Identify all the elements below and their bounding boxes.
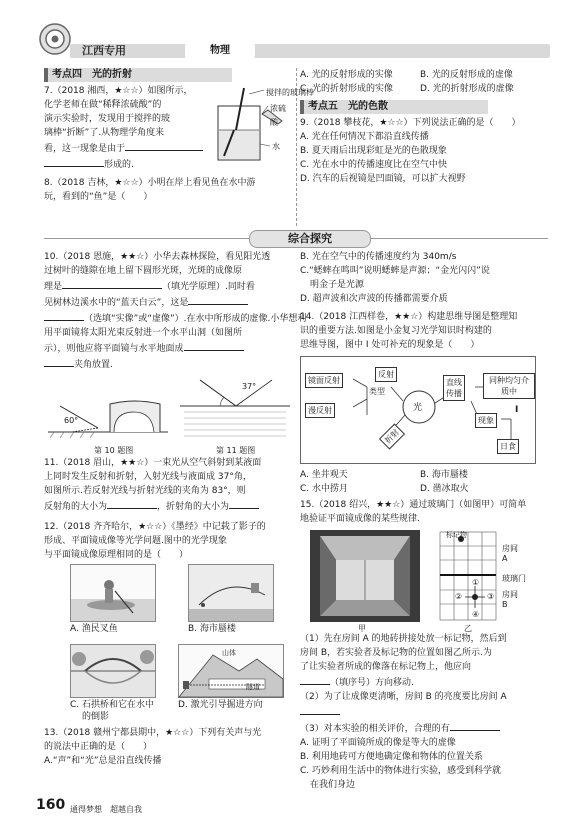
q8-option-b[interactable]: B. 光的反射形成的虚像 <box>420 70 513 80</box>
q12-option-b[interactable]: B. 海市蜃楼 <box>188 624 236 634</box>
q9-stem: 9.（2018 攀枝花，★☆☆）下列说法正确的是（ ） <box>300 118 521 128</box>
eclipse-node: 日食 <box>497 439 519 454</box>
glass-door-label: 玻璃门 <box>502 574 526 583</box>
q9-option-c[interactable]: C. 光在水中的传播速度比在空气中快 <box>300 160 448 170</box>
q13-option-d[interactable]: D. 超声波和次声波的传播都需要介质 <box>300 294 448 304</box>
q15-line: 地验证平面镜成像的某些规律. <box>300 514 420 524</box>
q9-option-a[interactable]: A. 光在任何情况下都沿直线传播 <box>300 132 429 142</box>
q15-part: （1）先在房间 A 的地砖拼接处放一标记物，然后到 <box>300 634 507 644</box>
water-label: 水 <box>272 142 280 151</box>
angle-60-label: 60° <box>64 416 79 425</box>
q10-line: 10.（2018 恩施，★★☆）小华去森林探险，看见阳光透 <box>44 252 271 262</box>
q11-line: 上同时发生反射和折射，入射光线与液面成 37°角， <box>44 472 252 482</box>
comprehensive-title: 综合探究 <box>249 230 371 248</box>
q15-option-b[interactable]: B. 利用地砖可方便地确定像和物体的位置关系 <box>300 752 483 762</box>
section-refraction-title: 考点四 光的折射 <box>44 68 232 82</box>
q12-option-c-cont: 的倒影 <box>82 712 110 722</box>
angle-37-label: 37° <box>242 382 257 391</box>
q15-part: 房间 B，若实验者及标记物的位置如图乙所示.为 <box>300 648 492 658</box>
page-number: 160 <box>36 797 66 813</box>
q10-line: 理是 <box>44 282 63 292</box>
direction-1-label: ① <box>472 578 480 587</box>
left-column-bottom <box>44 250 307 768</box>
q12-line: 形成、平面镜成像等光学问题.图中的光学现象 <box>44 536 227 546</box>
q10-blank-1[interactable] <box>62 278 162 289</box>
refraction-node: 折射 <box>379 423 405 449</box>
q15-part: （3）对本实验的相关评价，合理的有 <box>300 724 450 734</box>
q13-options-continued <box>300 250 550 306</box>
comprehensive-section-band <box>44 230 548 246</box>
liquid-surface-figure <box>180 376 290 444</box>
right-column-bottom <box>300 250 550 792</box>
q7-line: 看，这一现象是由于 <box>44 144 126 154</box>
q8-option-d[interactable]: D. 光的折射形成的虚像 <box>420 84 514 94</box>
phenomenon-node: 现象 <box>475 413 497 428</box>
q15-blank-2[interactable] <box>300 704 340 715</box>
section-dispersion-title: 考点五 光的色散 <box>300 100 488 114</box>
header-tag: 江西专用 <box>82 44 126 57</box>
q15-parts <box>300 632 550 792</box>
q12-images <box>44 564 294 724</box>
q12-line: 12.（2018 齐齐哈尔，★☆☆）《墨经》中记载了影子的 <box>44 522 266 532</box>
figure-10-caption: 第 10 题图 <box>94 446 134 455</box>
question-11 <box>44 456 294 514</box>
tunnel-label: 隧道 <box>246 683 260 691</box>
floor-grid-diagram <box>438 530 498 622</box>
q10-line: 夹角放置. <box>74 360 113 370</box>
straight-propagation-node <box>443 375 465 401</box>
q8-options <box>300 68 548 96</box>
q8-line: 玩，看到的“鱼”是（ ） <box>44 192 153 202</box>
q15-figures <box>300 530 550 632</box>
q7-line: 演示实验时，发现用于搅拌的玻 <box>44 114 171 124</box>
q10-blank-2[interactable] <box>188 294 248 305</box>
right-column-top <box>300 68 548 186</box>
q8-option-c[interactable]: C. 光的折射形成的实像 <box>300 84 394 94</box>
diffuse-reflection-node: 漫反射 <box>305 403 335 418</box>
room-a-label: 房间A <box>502 544 518 563</box>
figures-10-11 <box>44 376 294 456</box>
q14-options <box>300 468 550 496</box>
q11-line: 反射角的大小为 <box>44 502 108 512</box>
direction-2-label: ② <box>455 592 463 601</box>
type-label: 类型 <box>369 387 385 396</box>
q10-line: 示），则他应将平面镜与水平地面成 <box>44 344 184 354</box>
q10-blank-5[interactable] <box>44 356 74 367</box>
q15-option-c-cont: 在我们身边 <box>310 780 356 790</box>
mind-map <box>300 356 536 464</box>
q8-line: 8.（2018 吉林，★☆☆）小明在岸上看见鱼在水中游 <box>44 178 256 188</box>
mountain-label: 山体 <box>222 649 236 657</box>
q9-option-b[interactable]: B. 夏天雨后出现彩虹是光的色散现象 <box>300 146 447 156</box>
q10-line: 过树叶的缝隙在地上留下圆形光斑，光斑的成像原 <box>44 266 243 276</box>
q11-blank-1[interactable] <box>107 498 157 509</box>
q10-line: 在水中所形成的虚像.小华想利 <box>186 314 307 324</box>
q15-blank-3[interactable] <box>450 720 500 731</box>
q14-option-c[interactable]: C. 水中捞月 <box>300 484 349 494</box>
q14-option-b[interactable]: B. 海市蜃楼 <box>420 470 468 480</box>
spread-text: 传播 <box>446 389 462 398</box>
q7-answer-blank[interactable] <box>125 140 203 151</box>
page-footer-slogan: 通得梦想 超越自我 <box>70 805 142 814</box>
header-subject: 物理 <box>185 44 255 58</box>
q14-option-d[interactable]: D. 凿冰取火 <box>420 484 469 494</box>
q11-line: ，折射角的大小为 <box>157 502 230 512</box>
q14-line: 识的重要方法.如图是小金复习光学知识时构建的 <box>300 326 492 336</box>
figure-yi-caption: 乙 <box>464 624 472 633</box>
direction-4-label: ④ <box>472 610 480 619</box>
q7-line: 璃棒“折断”了.从物理学角度来 <box>44 128 165 138</box>
q7-answer-blank-2[interactable] <box>44 156 104 167</box>
question-10 <box>44 250 307 372</box>
q13-line: 的说法中正确的是（ ） <box>44 742 153 752</box>
q8-option-a[interactable]: A. 光的反射形成的实像 <box>300 70 393 80</box>
stone-bridge-image <box>70 644 156 698</box>
q7-line: 化学老师在做“稀释浓硫酸”的 <box>44 100 162 110</box>
question-15 <box>300 498 550 526</box>
uniform-medium-node: 同种均匀介质中 <box>483 373 535 399</box>
direction-3-label: ③ <box>487 592 495 601</box>
mirror-reflection-node: 镜面反射 <box>305 373 343 388</box>
q7-line: 形成的. <box>104 160 134 170</box>
question-7 <box>44 84 314 182</box>
page-header <box>0 0 582 62</box>
q15-option-a[interactable]: A. 证明了平面镜所成的像是等大的虚像 <box>300 738 456 748</box>
q13-option-b[interactable]: B. 光在空气中的传播速度约为 340m/s <box>300 252 457 262</box>
light-node: 光 <box>413 403 423 413</box>
q11-line: 如图所示.若反射光线与折射光线的夹角为 83°，则 <box>44 486 246 496</box>
figure-jia-caption: 甲 <box>358 624 366 633</box>
mirage-image <box>188 564 274 622</box>
q13-option-c[interactable]: C.“蟋蟀在鸣叫”说明蟋蟀是声源；“金光闪闪”说 <box>300 266 490 276</box>
q15-line: 15.（2018 绍兴，★★☆）通过玻璃门（如图甲）可简单 <box>300 500 527 510</box>
q7-line: 7.（2018 湘西，★☆☆）如图所示， <box>44 86 193 96</box>
q10-line: 见树林边溪水中的“蓝天白云”，这是 <box>44 298 189 308</box>
marker-label: 标记物 <box>446 531 467 539</box>
q12-option-c[interactable]: C. 石拱桥和它在水中 <box>70 700 155 710</box>
left-column-top <box>44 68 314 204</box>
q11-blank-2[interactable] <box>229 498 259 509</box>
q15-part: （填序号）方向移动. <box>330 678 414 688</box>
q12-option-d[interactable]: D. 激光引导掘进方向 <box>178 700 263 710</box>
q13-option-a[interactable]: A.“声”和“光”总是沿直线传播 <box>44 756 162 766</box>
reflection-node: 反射 <box>375 367 397 382</box>
q12-line: 与平面镜成像原理相同的是（ ） <box>44 550 189 560</box>
glass-door-photo <box>310 530 420 622</box>
q13-line: 13.（2018 赣州宁都县期中，★☆☆）下列有关声与光 <box>44 728 262 738</box>
target-logo-icon <box>38 22 72 56</box>
question-13 <box>44 726 294 768</box>
q10-blank-3[interactable] <box>44 310 84 321</box>
q15-option-c[interactable]: C. 巧妙利用生活中的物体进行实验，感受到科学就 <box>300 766 502 776</box>
straight-text: 直线 <box>446 378 462 387</box>
header-band <box>70 44 550 58</box>
question-14 <box>300 310 550 352</box>
cave-mirror-figure <box>48 376 168 444</box>
q15-blank-1[interactable] <box>300 674 330 685</box>
figure-11-caption: 第 11 题图 <box>216 446 256 455</box>
q14-line: 思维导图，图中 I 处可补充的现象是（ ） <box>300 340 480 350</box>
q14-line: 14.（2018 江西样卷，★★☆）构建思维导图是整理知 <box>300 312 518 322</box>
q14-option-a[interactable]: A. 坐井观天 <box>300 470 348 480</box>
question-12 <box>44 520 294 562</box>
glass-rod-label: 搅拌的玻璃棒 <box>266 88 314 97</box>
q13-option-c-cont: 明金子是光源 <box>310 280 365 290</box>
room-b-label: 房间B <box>502 590 518 609</box>
fisherman-image <box>70 564 156 622</box>
q15-part: 了让实验者所成的像落在标记物上，他应向 <box>300 662 472 672</box>
q9-option-d[interactable]: D. 汽车的后视镜是凹面镜，可以扩大视野 <box>300 174 466 184</box>
q10-line: （填光学原理）.同时看 <box>162 282 255 292</box>
q10-line: （选填“实像”或“虚像”）. <box>84 314 187 324</box>
q12-option-a[interactable]: A. 渔民叉鱼 <box>70 624 118 634</box>
q10-line: 用平面镜将太阳光束反射进一个水平山洞（如图所 <box>44 328 243 338</box>
q10-blank-4[interactable] <box>184 340 244 351</box>
sulfuric-acid-label: 浓硫酸 <box>270 104 286 127</box>
q11-line: 11.（2018 眉山，★★☆）一束光从空气斜射到某液面 <box>44 458 262 468</box>
blank-i-marker: I <box>515 405 519 415</box>
q15-part: （2）为了让成像更清晰，房间 B 的亮度要比房间 A <box>300 692 507 702</box>
